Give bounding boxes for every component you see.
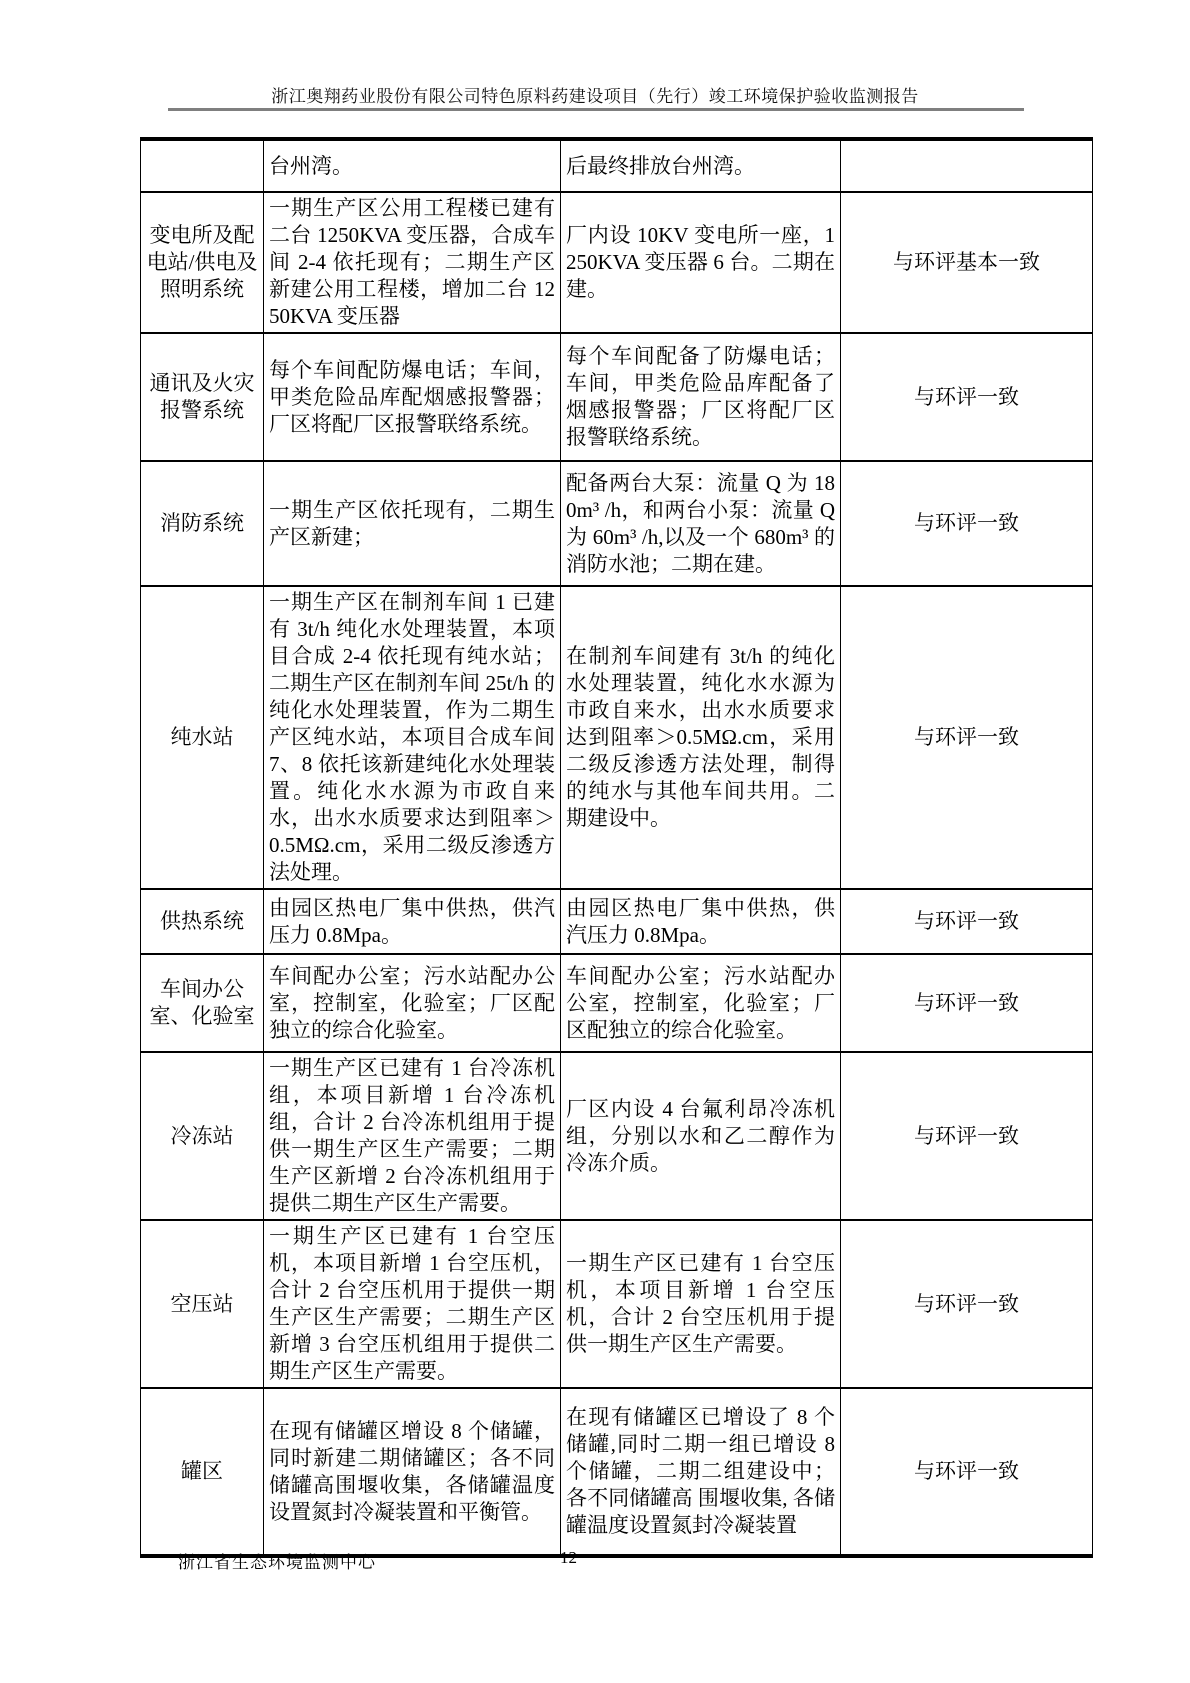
conclusion-cell: 与环评一致 [841,954,1093,1052]
facility-name-cell: 冷冻站 [141,1052,264,1220]
page-title: 浙江奥翔药业股份有限公司特色原料药建设项目（先行）竣工环境保护验收监测报告 [271,87,919,106]
eia-content-cell: 一期生产区依托现有，二期生产区新建； [264,461,561,586]
actual-content-cell: 由园区热电厂集中供热，供汽压力 0.8Mpa。 [561,889,841,954]
footer-organization: 浙江省生态环境监测中心 [178,1553,376,1572]
table-row [141,192,1093,333]
facility-name-cell: 供热系统 [141,889,264,954]
facility-name-cell [141,139,264,192]
conclusion-cell: 与环评一致 [841,1388,1093,1556]
actual-content-cell: 后最终排放台州湾。 [561,139,841,192]
table-row [141,461,1093,586]
eia-content-cell: 台州湾。 [264,139,561,192]
facility-name-cell: 空压站 [141,1220,264,1388]
facility-name-cell: 罐区 [141,1388,264,1556]
facility-name-cell: 车间办公室、化验室 [141,954,264,1052]
table-row [141,1220,1093,1388]
actual-content-cell: 每个车间配备了防爆电话；车间，甲类危险品库配备了烟感报警器；厂区将配厂区报警联络系统。 [561,333,841,461]
eia-content-cell: 每个车间配防爆电话；车间，甲类危险品库配烟感报警器；厂区将配厂区报警联络系统。 [264,333,561,461]
table-row [141,333,1093,461]
actual-content-cell: 在制剂车间建有 3t/h 的纯化水处理装置，纯化水水源为市政自来水，出水水质要求达到阻率＞0.5MΩ.cm，采用二级反渗透方法处理，制得的纯水与其他车间共用。二期建设中。 [561,586,841,889]
eia-content-cell: 在现有储罐区增设 8 个储罐，同时新建二期储罐区；各不同储罐高围堰收集，各储罐温度设置氮封冷凝装置和平衡管。 [264,1388,561,1556]
actual-content-cell: 在现有储罐区已增设了 8 个储罐,同时二期一组已增设 8 个储罐，二期二组建设中；各不同储罐高 围堰收集, 各储罐温度设置氮封冷凝装置 [561,1388,841,1556]
footer-page-number: 12 [560,1548,577,1567]
actual-content-cell: 一期生产区已建有 1 台空压机，本项目新增 1 台空压机，合计 2 台空压机用于提供一期生产区生产需要。 [561,1220,841,1388]
conclusion-cell: 与环评一致 [841,1220,1093,1388]
eia-content-cell: 一期生产区已建有 1 台冷冻机组，本项目新增 1 台冷冻机组，合计 2 台冷冻机组用于提供一期生产区生产需要；二期生产区新增 2 台冷冻机组用于提供二期生产区生产需要。 [264,1052,561,1220]
table-row [141,139,1093,192]
facility-name-cell: 纯水站 [141,586,264,889]
facilities-comparison-table [140,137,1093,1558]
eia-content-cell: 一期生产区已建有 1 台空压机，本项目新增 1 台空压机，合计 2 台空压机用于提供一期生产区生产需要；二期生产区新增 3 台空压机组用于提供二期生产区生产需要。 [264,1220,561,1388]
table-row [141,954,1093,1052]
actual-content-cell: 厂内设 10KV 变电所一座，1250KVA 变压器 6 台。二期在建。 [561,192,841,333]
actual-content-cell: 配备两台大泵：流量 Q 为 180m³ /h，和两台小泵：流量 Q 为 60m³ /h,以及一个 680m³ 的消防水池；二期在建。 [561,461,841,586]
table-row [141,1052,1093,1220]
conclusion-cell [841,139,1093,192]
actual-content-cell: 厂区内设 4 台氟利昂冷冻机组，分别以水和乙二醇作为冷冻介质。 [561,1052,841,1220]
conclusion-cell: 与环评一致 [841,586,1093,889]
facility-name-cell: 消防系统 [141,461,264,586]
conclusion-cell: 与环评一致 [841,889,1093,954]
actual-content-cell: 车间配办公室；污水站配办公室，控制室，化验室；厂区配独立的综合化验室。 [561,954,841,1052]
conclusion-cell: 与环评一致 [841,333,1093,461]
facility-name-cell: 通讯及火灾报警系统 [141,333,264,461]
eia-content-cell: 一期生产区在制剂车间 1 已建有 3t/h 纯化水处理装置，本项目合成 2-4 依托现有纯水站；二期生产区在制剂车间 25t/h 的纯化水处理装置，作为二期生产区纯水站，本项目合成车间 7、8 依托该新建纯化水处理装置。纯化水水源为市政自来水，出水水质要求达到阻率＞0.5MΩ.cm，采用二级反渗透方法处理。 [264,586,561,889]
eia-content-cell: 由园区热电厂集中供热，供汽压力 0.8Mpa。 [264,889,561,954]
conclusion-cell: 与环评一致 [841,461,1093,586]
table-row [141,1388,1093,1556]
table-row [141,586,1093,889]
facility-name-cell: 变电所及配电站/供电及照明系统 [141,192,264,333]
eia-content-cell: 一期生产区公用工程楼已建有二台 1250KVA 变压器，合成车间 2-4 依托现有；二期生产区新建公用工程楼，增加二台 1250KVA 变压器 [264,192,561,333]
eia-content-cell: 车间配办公室；污水站配办公室，控制室，化验室；厂区配独立的综合化验室。 [264,954,561,1052]
conclusion-cell: 与环评基本一致 [841,192,1093,333]
header-rule [168,108,1024,111]
table-row [141,889,1093,954]
conclusion-cell: 与环评一致 [841,1052,1093,1220]
